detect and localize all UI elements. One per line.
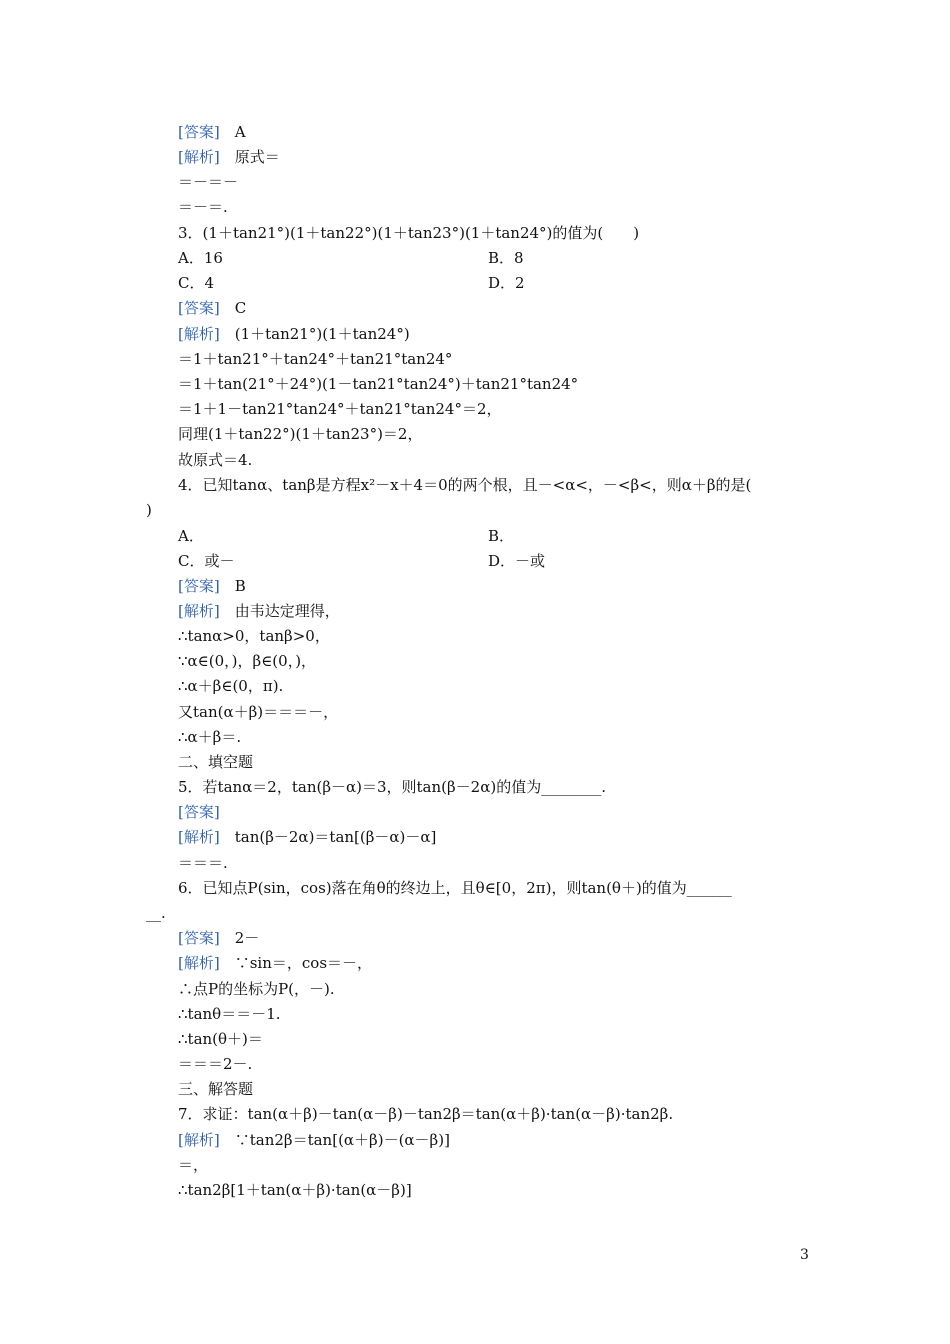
q5-analysis-line bbox=[178, 828, 436, 846]
q5-answer-line bbox=[178, 803, 220, 821]
q6-line-4: ∴tan(θ＋)＝ bbox=[178, 1030, 263, 1048]
q3-stem: 3．(1＋tan21°)(1＋tan22°)(1＋tan23°)(1＋tan24°)的值为( ) bbox=[178, 224, 640, 242]
q6-analysis-text: ∵sin＝，cos＝－， bbox=[234, 954, 373, 972]
q4-answer: B bbox=[234, 577, 246, 595]
q4-line-4: ∴α＋β∈(0，π). bbox=[178, 677, 284, 695]
analysis-tag: [解析] bbox=[178, 602, 220, 620]
q4-option-a: A． bbox=[178, 527, 204, 545]
q7-stem: 7．求证：tan(α＋β)－tan(α－β)－tan2β＝tan(α＋β)·tan(α－β)·tan2β. bbox=[178, 1105, 674, 1123]
analysis-tag: [解析] bbox=[178, 148, 220, 166]
q3-line-2: ＝1＋tan21°＋tan24°＋tan21°tan24° bbox=[178, 350, 453, 368]
q5-line-2: ＝＝＝. bbox=[178, 854, 228, 872]
q4-analysis-text: 由韦达定理得， bbox=[234, 602, 340, 620]
q6-line-5: ＝＝＝2－. bbox=[178, 1055, 253, 1073]
q4-answer-line bbox=[178, 577, 246, 595]
q2-answer: A bbox=[234, 123, 246, 141]
q4-option-d: D．－或 bbox=[488, 552, 546, 570]
q2-analysis-text: 原式＝ bbox=[234, 148, 280, 166]
q2-analysis-line bbox=[178, 148, 280, 166]
q3-line-6: 故原式＝4. bbox=[178, 451, 253, 469]
q4-stem: 4．已知tanα、tanβ是方程x²－x＋4＝0的两个根，且－<α<，－<β<，则α＋β的是( bbox=[178, 476, 752, 494]
answer-tag: [答案] bbox=[178, 929, 220, 947]
q3-analysis-text: (1＋tan21°)(1＋tan24°) bbox=[234, 325, 410, 343]
q3-line-4: ＝1＋1－tan21°tan24°＋tan21°tan24°＝2， bbox=[178, 400, 502, 418]
q4-line-5: 又tan(α＋β)＝＝＝－， bbox=[178, 703, 339, 721]
analysis-tag: [解析] bbox=[178, 828, 220, 846]
q7-line-3: ∴tan2β[1＋tan(α＋β)·tan(α－β)] bbox=[178, 1181, 412, 1199]
analysis-tag: [解析] bbox=[178, 1131, 220, 1149]
answer-tag: [答案] bbox=[178, 803, 220, 821]
q6-line-3: ∴tanθ＝＝－1. bbox=[178, 1005, 281, 1023]
q4-stem-continued: ) bbox=[146, 501, 152, 519]
section-fill-in-heading: 二、填空题 bbox=[178, 753, 254, 771]
q4-line-3: ∵α∈(0，)，β∈(0，)， bbox=[178, 652, 317, 670]
q3-answer-line bbox=[178, 299, 246, 317]
q3-line-3: ＝1＋tan(21°＋24°)(1－tan21°tan24°)＋tan21°tan24° bbox=[178, 375, 579, 393]
q3-answer: C bbox=[234, 299, 247, 317]
q7-analysis-text: ∵tan2β＝tan[(α＋β)－(α－β)] bbox=[234, 1131, 450, 1149]
q6-stem: 6．已知点P(sin，cos)落在角θ的终边上，且θ∈[0，2π)，则tan(θ＋)的值为______ bbox=[178, 879, 732, 897]
q7-analysis-line bbox=[178, 1131, 450, 1149]
q7-line-2: ＝， bbox=[178, 1156, 209, 1174]
q2-line-3: ＝－＝. bbox=[178, 198, 228, 216]
q2-answer-line bbox=[178, 123, 246, 141]
q4-analysis-line bbox=[178, 602, 340, 620]
page-number: 3 bbox=[800, 1247, 809, 1263]
q6-answer: 2－ bbox=[234, 929, 260, 947]
q6-line-2: ∴点P的坐标为P(，－). bbox=[178, 980, 335, 998]
q3-option-a: A．16 bbox=[178, 249, 223, 267]
q6-stem-continued: __. bbox=[146, 904, 166, 922]
q3-option-c: C．4 bbox=[178, 274, 215, 292]
answer-tag: [答案] bbox=[178, 123, 220, 141]
q3-analysis-line bbox=[178, 325, 410, 343]
q3-option-d: D．2 bbox=[488, 274, 525, 292]
section-solve-heading: 三、解答题 bbox=[178, 1080, 254, 1098]
answer-tag: [答案] bbox=[178, 299, 220, 317]
q3-option-b: B．8 bbox=[488, 249, 524, 267]
q4-option-c: C．或－ bbox=[178, 552, 235, 570]
q4-line-6: ∴α＋β＝. bbox=[178, 728, 242, 746]
analysis-tag: [解析] bbox=[178, 954, 220, 972]
q2-line-2: ＝－＝－ bbox=[178, 173, 239, 191]
analysis-tag: [解析] bbox=[178, 325, 220, 343]
q6-analysis-line bbox=[178, 954, 372, 972]
q3-line-5: 同理(1＋tan22°)(1＋tan23°)＝2， bbox=[178, 425, 423, 443]
answer-tag: [答案] bbox=[178, 577, 220, 595]
q5-stem: 5．若tanα＝2，tan(β－α)＝3，则tan(β－2α)的值为________. bbox=[178, 778, 606, 796]
q5-analysis-text: tan(β－2α)＝tan[(β－α)－α] bbox=[234, 828, 437, 846]
q4-line-2: ∴tanα>0，tanβ>0， bbox=[178, 627, 330, 645]
q4-option-b: B． bbox=[488, 527, 515, 545]
q6-answer-line bbox=[178, 929, 259, 947]
